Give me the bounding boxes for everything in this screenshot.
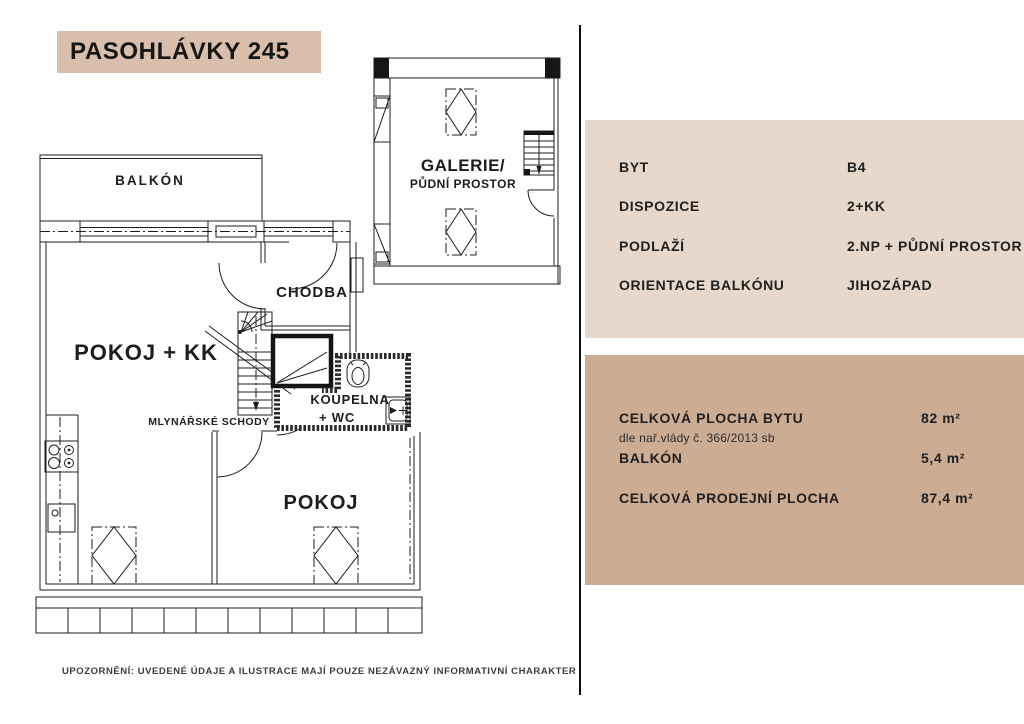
kitchen-counter [45,415,78,584]
vertical-divider [579,25,581,695]
info-value: 2.NP + PŮDNÍ PROSTOR [847,238,1023,254]
room-label-koupelna-wc: + WC [318,410,356,425]
closet-box [273,336,331,386]
info-sublabel: dle nař.vlády č. 366/2013 sb [619,431,775,445]
info-row-plocha-bytu [619,410,1016,428]
info-value: 82 m² [921,410,961,426]
room-label-galerie: GALERIE/ [420,156,506,175]
room-label-balkon: BALKÓN [115,173,185,188]
info-row-sublabel [619,429,1016,447]
room-label-chodba: CHODBA [276,284,348,301]
unit-info-panel [585,120,1024,338]
info-value: B4 [847,159,867,175]
info-row-balkon [619,450,1016,468]
info-label: BALKÓN [619,450,683,466]
info-value: 5,4 m² [921,450,966,466]
bottom-wall-strip [36,597,422,633]
info-row-podlazi [619,238,1023,256]
info-row-dispozice [619,198,1016,216]
gallery-plan [374,58,560,284]
area-info-panel [585,355,1024,585]
info-label: DISPOZICE [619,198,700,214]
room-label-koupelna: KOUPELNA [310,392,390,407]
disclaimer-text: UPOZORNĚNÍ: UVEDENÉ ÚDAJE A ILUSTRACE MAJÍ POUZE NEZÁVAZNÝ INFORMATIVNÍ CHARAKTER [62,666,577,677]
info-value: 2+KK [847,198,886,214]
info-value: JIHOZÁPAD [847,277,933,293]
info-label: CELKOVÁ PLOCHA BYTU [619,410,804,426]
skylight-markers [92,438,410,584]
room-label-pudni-prostor: PŮDNÍ PROSTOR [409,177,517,191]
interior-walls [212,431,277,584]
cooktop-icon [45,441,78,472]
info-label: BYT [619,159,649,175]
kitchen-sink-icon [48,504,75,532]
window-band [40,221,350,242]
info-row-byt [619,159,1016,177]
info-value: 87,4 m² [921,490,974,506]
info-label: ORIENTACE BALKÓNU [619,277,785,293]
room-label-pokoj-kk: POKOJ + KK [74,340,218,365]
page-title: PASOHLÁVKY 245 [70,38,290,65]
room-label-mlynarske-schody: MLYNÁŘSKÉ SCHODY [148,416,270,428]
info-row-prodejni-plocha [619,490,1016,508]
title-banner [57,31,321,73]
stairs-gallery [524,131,554,175]
balcony-area [40,155,262,221]
info-label: CELKOVÁ PRODEJNÍ PLOCHA [619,490,840,506]
info-row-orientace [619,277,1016,295]
info-label: PODLAŽÍ [619,238,685,254]
room-label-pokoj: POKOJ [283,492,359,514]
